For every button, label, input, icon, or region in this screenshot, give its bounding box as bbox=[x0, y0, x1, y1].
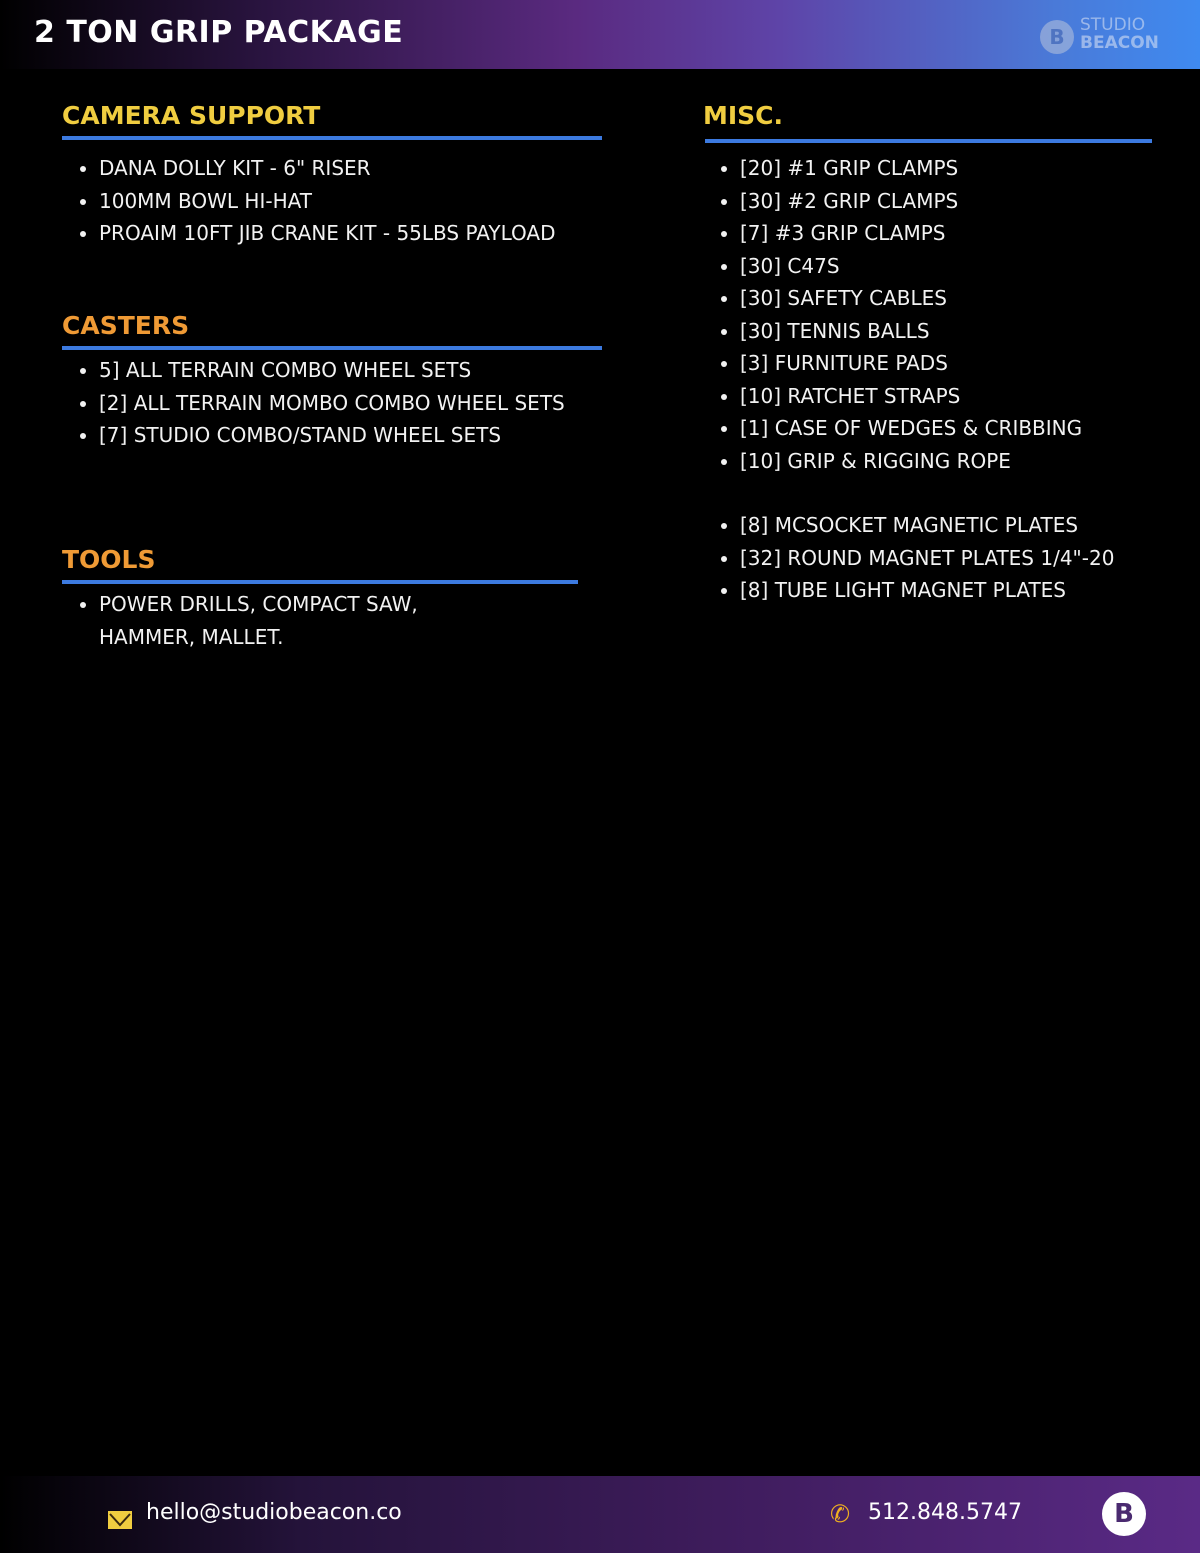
heading-divider bbox=[62, 580, 578, 584]
footer-logo-icon: B bbox=[1102, 1492, 1146, 1536]
section-heading: CASTERS bbox=[62, 311, 190, 340]
logo-mark-icon: B bbox=[1040, 20, 1074, 54]
list-item: • [3] FURNITURE PADS bbox=[740, 347, 1200, 380]
list-item: • [32] ROUND MAGNET PLATES 1/4"-20 bbox=[740, 542, 1200, 575]
mail-icon bbox=[108, 1511, 132, 1529]
list-item: • POWER DRILLS, COMPACT SAW, HAMMER, MALLET. bbox=[99, 588, 489, 653]
list-item: • [1] CASE OF WEDGES & CRIBBING bbox=[740, 412, 1200, 445]
list-item: • [7] #3 GRIP CLAMPS bbox=[740, 217, 1200, 250]
list-item: • PROAIM 10FT JIB CRANE KIT - 55LBS PAYLOAD bbox=[99, 217, 699, 250]
section-heading: MISC. bbox=[703, 101, 784, 130]
list-item: • [8] TUBE LIGHT MAGNET PLATES bbox=[740, 574, 1200, 607]
item-list bbox=[703, 152, 1200, 477]
list-item: • 100MM BOWL HI-HAT bbox=[99, 185, 699, 218]
item-list-magnets bbox=[703, 509, 1200, 607]
list-item: • [20] #1 GRIP CLAMPS bbox=[740, 152, 1200, 185]
item-list bbox=[62, 588, 489, 653]
section-camera-support bbox=[62, 101, 602, 250]
email-link[interactable]: hello@studiobeacon.co bbox=[146, 1500, 402, 1525]
list-item: • [10] GRIP & RIGGING ROPE bbox=[740, 445, 1200, 478]
list-item: • [10] RATCHET STRAPS bbox=[740, 380, 1200, 413]
footer bbox=[0, 1476, 1200, 1553]
list-item: • DANA DOLLY KIT - 6" RISER bbox=[99, 152, 699, 185]
studio-beacon-logo bbox=[1040, 16, 1170, 56]
section-heading: CAMERA SUPPORT bbox=[62, 101, 321, 130]
list-item: • 5] ALL TERRAIN COMBO WHEEL SETS bbox=[99, 354, 569, 387]
section-casters bbox=[62, 311, 602, 452]
heading-divider bbox=[705, 139, 1152, 143]
item-list bbox=[62, 354, 569, 452]
phone-link[interactable]: 512.848.5747 bbox=[868, 1500, 1022, 1525]
phone-icon: ✆ bbox=[830, 1500, 851, 1528]
list-item: • [8] MCSOCKET MAGNETIC PLATES bbox=[740, 509, 1200, 542]
heading-divider bbox=[62, 346, 602, 350]
list-item: • [30] TENNIS BALLS bbox=[740, 315, 1200, 348]
logo-line2: BEACON bbox=[1080, 33, 1159, 53]
list-item: • [2] ALL TERRAIN MOMBO COMBO WHEEL SETS bbox=[99, 387, 569, 420]
header-banner bbox=[0, 0, 1200, 69]
logo-line1: STUDIO bbox=[1080, 15, 1146, 35]
list-item: • [7] STUDIO COMBO/STAND WHEEL SETS bbox=[99, 419, 569, 452]
section-misc bbox=[703, 101, 1152, 607]
section-tools bbox=[62, 545, 578, 653]
page-title: 2 TON GRIP PACKAGE bbox=[34, 15, 404, 50]
heading-divider bbox=[62, 136, 602, 140]
section-heading: TOOLS bbox=[62, 545, 156, 574]
item-list bbox=[62, 152, 699, 250]
list-item: • [30] #2 GRIP CLAMPS bbox=[740, 185, 1200, 218]
list-item: • [30] C47S bbox=[740, 250, 1200, 283]
list-item: • [30] SAFETY CABLES bbox=[740, 282, 1200, 315]
